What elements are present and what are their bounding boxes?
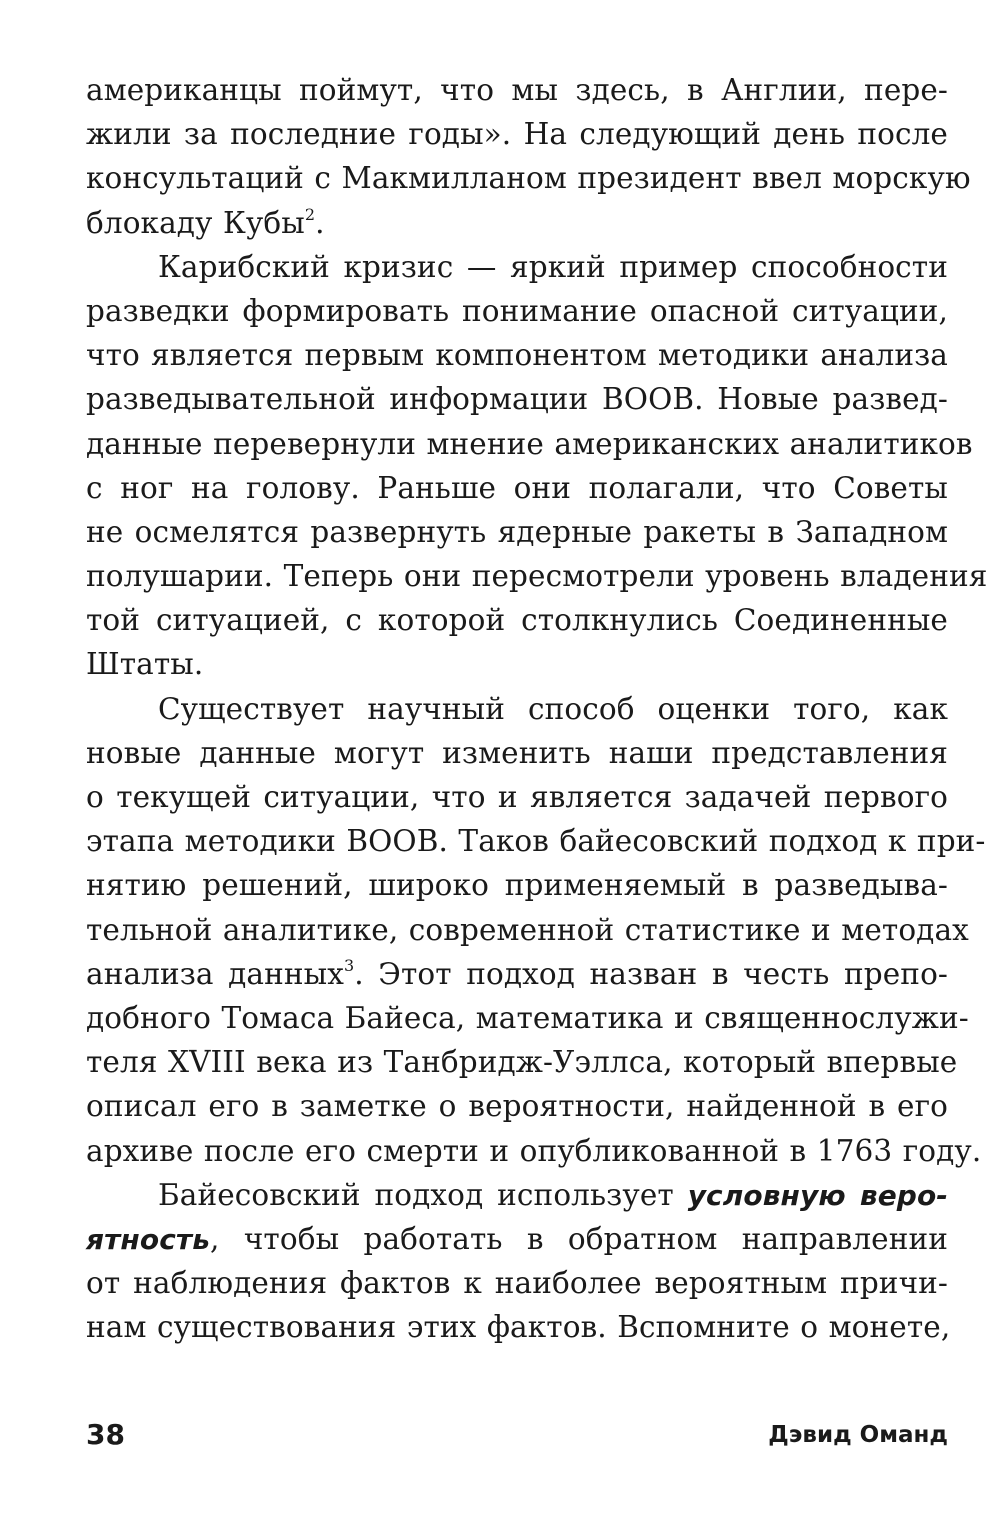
text-line: архиве после его смерти и опубликованной в 1763 году. [86,1133,982,1168]
text-line: Байесовский подход использует условную веро- [158,1177,948,1212]
text-line: разведки формировать понимание опасной ситуации, [86,293,948,328]
text-line: ятность, чтобы работать в обратном направлении [86,1221,948,1256]
text-line: нятию решений, широко применяемый в разведыва- [86,868,948,903]
text-line: Штаты. [86,647,204,682]
text-line: новые данные могут изменить наши представления [86,735,948,770]
footnote-ref-3[interactable]: 3 [343,955,355,975]
text-line: жили за последние годы». На следующий день после [86,117,948,152]
text-line: Существует научный способ оценки того, как [158,691,948,726]
text-line: описал его в заметке о вероятности, найденной в его [86,1089,948,1124]
text-line: разведывательной информации ВООВ. Новые развед- [86,382,948,417]
footnote-ref-2[interactable]: 2 [304,204,316,224]
text-line: данные перевернули мнение американских аналитиков [86,426,973,461]
text-line: консультаций с Макмилланом президент ввел морскую [86,161,971,196]
text-line: тельной аналитике, современной статистике и методах [86,912,969,947]
body-text [86,68,988,1349]
text-line: анализа данных$^3$. Этот подход назван в честь препо- [86,955,949,991]
text-line: Карибский кризис — яркий пример способности [158,249,948,284]
text-line: что является первым компонентом методики анализа [86,338,948,373]
page-number: 38 [86,1418,125,1451]
emphasized-term: ятность [86,1222,211,1256]
text-line: с ног на голову. Раньше они полагали, что Советы [86,470,948,505]
text-line: нам существования этих фактов. Вспомните о монете, [86,1310,951,1345]
text-line: не осмелятся развернуть ядерные ракеты в Западном [86,514,948,549]
text-line: блокаду Кубы$^2$. [86,204,325,240]
text-line: этапа методики ВООВ. Таков байесовский подход к при- [86,824,986,859]
page-footer [86,1415,948,1455]
emphasized-term: условную веро- [687,1178,948,1212]
running-footer-author: Дэвид Оманд [768,1422,948,1448]
text-line: полушарии. Теперь они пересмотрели уровень владения [86,559,988,594]
text-line: о текущей ситуации, что и является задачей первого [86,780,948,814]
text-line: американцы поймут, что мы здесь, в Англии, пере- [86,73,948,107]
text-line: той ситуацией, с которой столкнулись Соединенные [86,603,948,638]
text-line: добного Томаса Байеса, математика и священнослужи- [86,1000,969,1035]
text-line: от наблюдения фактов к наиболее вероятным причи- [86,1266,948,1301]
text-line: теля XVIII века из Танбридж-Уэллса, который впервые [86,1045,958,1080]
